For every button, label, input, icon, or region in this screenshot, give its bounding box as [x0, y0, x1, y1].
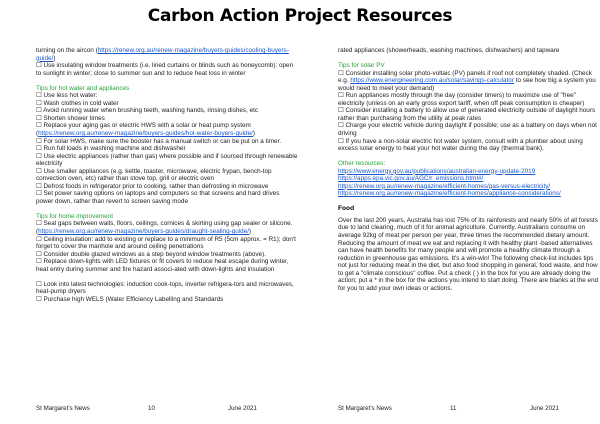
checklist-item	[36, 190, 298, 205]
item-text: ☐ Purchase high WELS (Water Efficiency Labelling and Standards	[36, 295, 224, 303]
resource-link[interactable]: https://apps.epa.vic.gov.au/AGC/r_emissions.html#/	[338, 175, 484, 183]
item-text: ☐ Replace down-lights with LED fixtures or fit covers to reduce heat escape during winter, heat entry during summer and fire hazard associ-ated with down-lights and insulation	[36, 258, 289, 273]
resource-link[interactable]: https://renew.org.au/renew-magazine/efficient-homes/gas-versus-electricity/	[338, 182, 551, 190]
item-text: ☐ Run appliances mostly through the day (consider timers) to maximize use of "free" electricity (unless on an early gross export tariff, when off peak consumption is cheaper)	[338, 92, 585, 107]
heading-hot-water: Tips for hot water and appliances	[36, 84, 130, 92]
right-intro	[338, 47, 600, 55]
checklist-item	[36, 220, 298, 235]
checklist-item	[36, 92, 298, 100]
heading-solar: Tips for solar PV	[338, 62, 385, 70]
item-text: ☐ For solar HWS, make sure the booster has a manual switch or can be put on a timer.	[36, 137, 282, 145]
checklist-item	[338, 92, 600, 107]
checklist-item	[36, 296, 298, 304]
footer-right-date: June 2021	[530, 405, 559, 412]
heading-resources: Other resources:	[338, 160, 386, 168]
item-text: ☐ Wash clothes in cold water	[36, 99, 119, 107]
left-column	[36, 47, 298, 304]
checklist-item	[36, 281, 298, 296]
item-text: ☐ Replace your aging gas or electric HWS with a solar or heat pump system (	[36, 122, 251, 137]
section-solar	[338, 62, 600, 153]
item-text-after: to see how big a system you would need to meet your demand)	[338, 77, 596, 92]
item-text: ☐ Use insulating window treatments (i.e. lined curtains or blinds such as honeycomb): open to sunlight in winter; close to summer sun and to reduce heat loss in winter	[36, 62, 294, 77]
resource-link[interactable]: https://www.energy.gov.au/publications/australian-energy-update-2019	[338, 167, 536, 175]
intro-paragraph	[36, 47, 298, 62]
item-link[interactable]: https://www.energineering.com.au/solar/savings-calculator	[350, 77, 514, 85]
item-link[interactable]: https://renew.org.au/renew-magazine/buyers-guides/draught-sealing-guide/	[38, 228, 250, 236]
item-text: ☐ Seal gaps between walls, floors, ceilings, cornices & skirting using gap sealer or silicone. (	[36, 220, 293, 236]
section-hot-water	[36, 85, 298, 206]
checklist-item	[36, 138, 298, 146]
checklist-item	[36, 122, 298, 137]
section-food	[338, 205, 600, 292]
item-text: turning on the aircon (	[36, 47, 98, 54]
checklist-item	[36, 153, 298, 168]
item-text: ☐ Look into latest technologies: induction cook-tops, inverter refrigera-tors and microwaves, heat-pump dryers	[36, 280, 294, 296]
resource-link[interactable]: https://renew.org.au/renew-magazine/efficient-homes/appliance-considerations/	[338, 190, 561, 198]
footer-right-page: 11	[450, 405, 457, 412]
item-text: ☐ If you have a non-solar electric hot water system, consult with a plumber about using excess solar energy to heat your hot water during the day (thermal bank).	[338, 137, 583, 153]
checklist-item	[36, 100, 298, 108]
heading-home-improvement: Tips for home improvement	[36, 212, 113, 220]
item-text-after: )	[53, 54, 56, 62]
item-text: ☐ Avoid running water when brushing teeth, washing hands, rinsing dishes, etc	[36, 107, 259, 115]
checklist-item	[36, 273, 298, 281]
item-text: rated appliances (showerheads, washing machines, dishwashers) and tapware	[338, 47, 560, 54]
item-link[interactable]: https://renew.org.au/renew-magazine/buyers-guides/cooling-buyers-guide/	[36, 47, 289, 62]
item-text: ☐ Set power saving options on laptops and computers so that screens and hard drives power down, rather than revert to screen saving mode	[36, 190, 280, 205]
item-text: ☐ Consider installing a battery to allow use of generated electricity outside of daylight hours rather than purchasing from the utility at peak rates	[338, 107, 596, 122]
item-text: ☐ Defrost foods in refrigerator prior to cooking, rather than defrosting in microwave	[36, 182, 269, 190]
section-home-improvement	[36, 213, 298, 304]
footer-left-date: June 2021	[228, 405, 257, 412]
checklist-item	[36, 251, 298, 259]
item-text-after: )	[249, 228, 252, 236]
section-resources	[338, 160, 600, 198]
checklist-item	[36, 115, 298, 123]
checklist-item	[36, 145, 298, 153]
item-text: ☐ Shorten shower times	[36, 114, 105, 122]
checklist-item	[338, 138, 600, 153]
footer-right-name: St Margaret's News	[338, 405, 392, 412]
item-text: ☐ Consider installing solar photo-voltaic (PV) panels if roof not completely shaded. (Check e.g.	[338, 69, 592, 85]
food-body: Over the last 200 years, Australia has lost 75% of its rainforests and nearly 50% of all forests due to land clearing, much of it for animal agriculture. Currently, Australians consume on average 92kg of meat per person per year, three times the recommended dietary amount. Reducing the amount of meat we eat and replacing it with healthy plant -based alternatives can have health benefits for many people and will promote a healthy climate through a reduction in greenhouse gas emissions. It's a win-win! The following check-list includes tips not just for reducing meat in the diet, but also food shopping in general, food waste, and how to get a "climate conscious" coffee. Put a check ( ) in the box for you are already doing the action; put a * in the box for the actions you intend to start doing. There are blanks at the end for you to add your own ideas or actions.	[338, 216, 599, 292]
checklist-item	[338, 107, 600, 122]
item-text: ☐ Use smaller appliances (e.g. kettle, toaster, microwave, electric frypan, bench-top convection oven, etc) rather than stove top, grill or electric oven	[36, 167, 272, 183]
item-text: ☐ Use less hot water:	[36, 92, 98, 100]
intro-paragraph	[338, 47, 600, 55]
item-text-after: )	[252, 129, 255, 137]
heading-food: Food	[338, 205, 355, 213]
item-text: ☐ Ceiling insulation: add to existing or replace to a minimum of R5 (5cm approx. = R1); don't forget to cover the manhole and around ceiling penetrations	[36, 235, 296, 251]
footer-left-page: 10	[148, 405, 155, 412]
item-link[interactable]: https://renew.org.au/renew-magazine/buyers-guides/hot-water-buyers-guide/	[38, 129, 253, 137]
checklist-item	[338, 70, 600, 93]
checklist-item	[36, 168, 298, 183]
left-intro	[36, 47, 298, 77]
checklist-item	[36, 236, 298, 251]
item-text: ☐ Charge your electric vehicle during daylight if possible; use as a battery on days when not driving	[338, 122, 597, 137]
item-text: ☐ Use electric appliances (rather than gas) where possible and if sourced through renewable electricity	[36, 152, 298, 168]
footer-left-name: St Margaret's News	[36, 405, 90, 412]
item-text: ☐ Run full loads in washing machine and dishwasher	[36, 145, 186, 153]
right-column	[338, 47, 600, 292]
intro-paragraph	[36, 62, 298, 77]
checklist-item	[338, 122, 600, 137]
page-title: Carbon Action Project Resources	[147, 6, 453, 26]
checklist-item	[36, 258, 298, 273]
checklist-item	[36, 107, 298, 115]
item-text: ☐ Consider double glazed windows as a step beyond window treatments (above).	[36, 250, 266, 258]
checklist-item	[36, 183, 298, 191]
